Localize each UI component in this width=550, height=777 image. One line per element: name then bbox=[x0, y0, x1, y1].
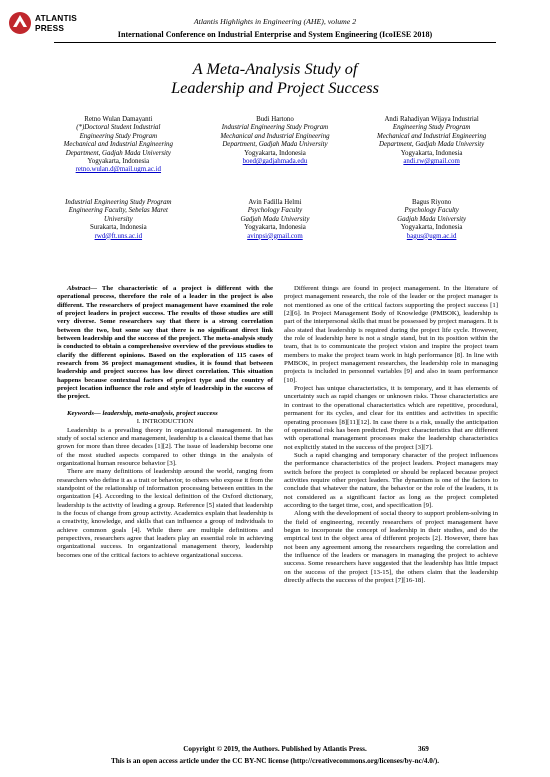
author-affiliation: Engineering Study Program bbox=[79, 132, 158, 140]
logo-line2: PRESS bbox=[35, 23, 65, 33]
author-affiliation: Gadjah Mada University bbox=[397, 215, 467, 223]
author-email-link[interactable]: rwd@ft.uns.ac.id bbox=[94, 232, 143, 240]
author-affiliation: University bbox=[103, 215, 133, 223]
copyright-footer bbox=[0, 745, 550, 753]
right-column bbox=[284, 285, 498, 585]
header-rule bbox=[54, 42, 496, 43]
copyright-text: Copyright © 2019, the Authors. Published by Atlantis Press. bbox=[183, 745, 367, 753]
author-city: Yogyakarta, Indonesia bbox=[400, 149, 463, 157]
author-city: Yogyakarta, Indonesia bbox=[244, 224, 306, 232]
paper-title bbox=[0, 59, 550, 97]
author-email-link[interactable]: bagus@ugm.ac.id bbox=[406, 232, 457, 240]
author-name: Budi Hartono bbox=[256, 116, 294, 123]
title-line2: Leadership and Project Success bbox=[171, 78, 379, 97]
author-affiliation: Mechanical and Industrial Engineering bbox=[376, 132, 487, 140]
author-name: Retno Wulan Damayanti bbox=[84, 116, 153, 123]
body-paragraph: Leadership is a prevailing theory in organizational management. In the study of social science and management, leadership is a classical theme that has grown for more than three decades [1][2]. The issue of leadership become one of the most studied aspects compared to other things in the analysis of organizational human resource behavior [3]. bbox=[57, 426, 273, 467]
author-affiliation: Mechanical and Industrial Engineering bbox=[220, 132, 330, 140]
author-city: Yogyakarta, Indonesia bbox=[87, 158, 150, 166]
series-header: Atlantis Highlights in Engineering (AHE), volume 2 bbox=[193, 17, 357, 26]
title-line1: A Meta-Analysis Study of bbox=[192, 59, 358, 78]
author-affiliation: Department, Gadjah Mada University bbox=[65, 149, 171, 157]
author-block bbox=[353, 199, 510, 241]
author-affiliation: Psychology Faculty bbox=[247, 207, 303, 215]
authors-row-2 bbox=[40, 199, 510, 241]
author-affiliation: Engineering Faculty, Sebelas Maret bbox=[68, 207, 168, 215]
author-block bbox=[353, 116, 510, 175]
author-email-link[interactable]: retno.wulan.d@mail.ugm.ac.id bbox=[75, 166, 162, 174]
body-paragraph: Along with the development of social theory to support problem-solving in the field of engineering, recently researchers of project management have begun to incorporate the concept of leadership in their studies, and do the empirical test in the object area of different projects [2]. However, there has not been any agreement among the researchers regarding the correlation and the influence of the leaders or managers in managing the project to achieve success. Some researchers have suggested that the leadership has little impact on the success of the project [13-15], the others claim that the leadership directly affects the success of the project [7][16-18]. bbox=[284, 510, 498, 585]
left-column bbox=[57, 285, 273, 560]
author-affiliation: Department, Gadjah Mada University bbox=[222, 141, 328, 149]
author-city: Yogyakarta, Indonesia bbox=[244, 149, 306, 157]
author-block bbox=[197, 199, 354, 241]
author-email-link[interactable]: avinpsi@gmail.com bbox=[247, 232, 303, 240]
author-affiliation: (*)Doctoral Student Industrial bbox=[76, 124, 161, 132]
author-affiliation: Industrial Engineering Study Program bbox=[221, 124, 329, 132]
body-paragraph: There are many definitions of leadership around the world, ranging from researchers who define it as a trait or behavior, to others who expose it from the standpoint of the relationship of information processing between entities in the organization [4]. According to the lexical definition of the Oxford dictionary, leadership is the activity of leading a group. Reference [5] stated that leadership is the focus of change from group activity. Academics explain that leadership is a creativity, knowledge, and skills that can influence a group of individuals to achieve common goals [4]. While there are multiple definitions and perspectives, researchers agree that leaders play an essential role in achieving organizational success. In organizational management theory, leadership becomes one of the critical factors to achieve organizational success. bbox=[57, 468, 273, 559]
body-paragraph: Such a rapid changing and temporary character of the project influences the performance characteristics of the project leaders. Project managers may switch before the project is completed or should be replaced because project activities require other project leaders. The dynamism is one of the factors to conclude that whatever the nature, the behavior or the role of the leaders, it is not considered as a significant factor as long as the project completed according to the target time, cost, and specification [9]. bbox=[284, 451, 498, 509]
authors-row-1 bbox=[40, 116, 510, 175]
author-affiliation: Psychology Faculty bbox=[404, 207, 459, 215]
author-name: Avin Fadilla Helmi bbox=[248, 199, 302, 206]
abstract bbox=[57, 285, 273, 402]
author-name: Bagus Riyono bbox=[411, 199, 452, 206]
page-number: 369 bbox=[418, 745, 429, 753]
section-heading: I. INTRODUCTION bbox=[136, 418, 194, 426]
author-city: Surakarta, Indonesia bbox=[90, 224, 147, 232]
author-email-link[interactable]: boed@gadjahmada.edu bbox=[242, 158, 308, 166]
conference-header: International Conference on Industrial Enterprise and System Engineering (IcoIESE 2018) bbox=[117, 30, 433, 39]
author-block bbox=[197, 116, 354, 175]
body-paragraph: Different things are found in project management. In the literature of project management research, the role of the leader or the project manager is not mentioned as one of the critical factors supporting the project success [1][2][6]. In Project Management Body of Knowledge (PMBOK), leadership is part of the interpersonal skills that must be possessed by project managers. It is also stated that leadership is required during the project life cycle. However, the role of leadership here is not a single stand, but in its position within the team, that is to communicate the project vision and inspire the project team members to make the project team work in high performance [8]. In line with PMBOK, in project management researches, the leadership role in managing projects is included in personnel variables [9] and also in team performance [10]. bbox=[284, 285, 498, 384]
author-block bbox=[40, 116, 197, 175]
keywords: Keywords— leadership, meta-analysis, project success bbox=[67, 409, 218, 417]
logo-line1: ATLANTIS bbox=[35, 13, 78, 23]
author-block bbox=[40, 199, 197, 241]
abstract-text: — The characteristic of a project is different with the operational process, therefore the role of a leader in the project is also different. The researchers of project management have examined the role of project leaders in project success. The results of those studies are still very diverse. Some researchers say that there is a strong correlation between the two, but some say that there is no significant direct link between leadership and the success of the project. The meta-analysis study is conducted to obtain a comprehensive overview of the previous studies to clarify the different opinions. Based on the exploration of 115 cases of research from 36 project management studies, it is found that between leadership and project success has low direct correlation. This situation happens because contextual factors of project type and the country of project location influence the role and style of leadership in the success of the project. bbox=[57, 285, 273, 401]
body-paragraph: Project has unique characteristics, it is temporary, and it has elements of uncertainty such as rapid changes or unknown risks. Those characteristics are in contrast to the operational characteristics which are repetitive, procedural, permanent for its cycles, and clear for its entities and activities in specific operating processes [8][11][12]. In case there is a risk, usually the anticipation of operational risk has been predicted. Project characteristics that are different with operational management processes make the leadership characteristics not explicitly stated in the success of the project [3][7]. bbox=[284, 385, 498, 451]
author-email-link[interactable]: andi.rw@gmail.com bbox=[403, 158, 460, 166]
author-affiliation: Engineering Study Program bbox=[392, 124, 471, 132]
author-name: Andi Rahadiyan Wijaya Industrial bbox=[384, 116, 479, 123]
author-affiliation: Department, Gadjah Mada University bbox=[378, 141, 485, 149]
author-affiliation: Mechanical and Industrial Engineering bbox=[63, 141, 173, 149]
author-affiliation: Gadjah Mada University bbox=[240, 215, 310, 223]
author-affiliation: Industrial Engineering Study Program bbox=[65, 199, 172, 206]
license-footer: This is an open access article under the CC BY-NC license (http://creativecommons.org/licenses/by-nc/4.0/). bbox=[110, 757, 440, 765]
author-city: Yogyakarta, Indonesia bbox=[400, 224, 463, 232]
abstract-label: Abstract bbox=[67, 285, 91, 292]
